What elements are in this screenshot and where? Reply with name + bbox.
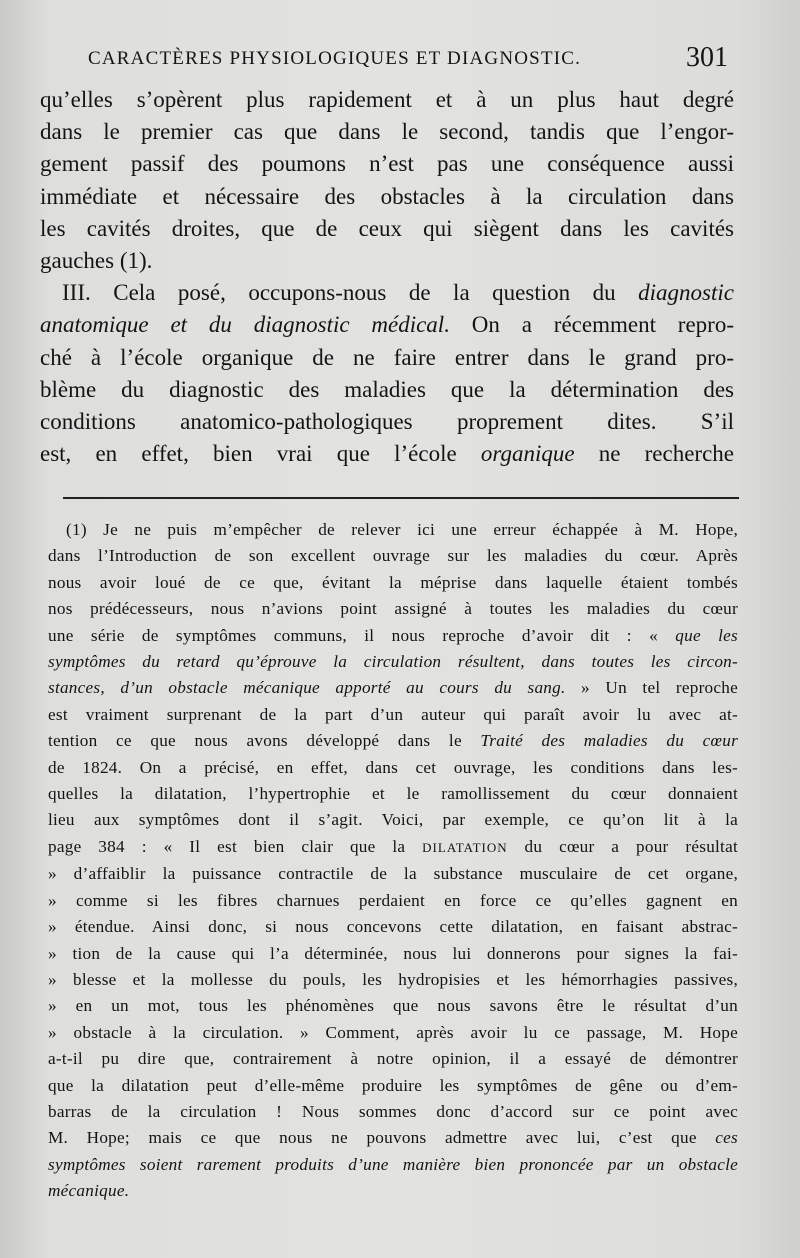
footnote-line: (1) Je ne puis m’empêcher de relever ici une erreur échappée à M. Hope,	[66, 520, 738, 539]
footnote-line	[48, 1152, 738, 1178]
italic-span: que les	[675, 625, 738, 645]
footnote-line	[48, 834, 738, 861]
footnote-line: quelles la dilatation, l’hypertrophie et le ramollissement du cœur donnaient	[48, 784, 738, 804]
text-line: dans le premier cas que dans le second, tandis que l’engor-	[40, 119, 734, 145]
text-span: III. Cela posé, occupons-nous de la question du	[62, 280, 639, 306]
text-line: conditions anatomico-pathologiques proprement dites. S’il	[40, 409, 734, 435]
footnote-line: dans l’Introduction de son excellent ouvrage sur les maladies du cœur. Après	[48, 546, 738, 566]
text-span: est, en effet, bien vrai que l’école	[40, 441, 481, 467]
footnote-line: » tion de la cause qui l’a déterminée, nous lui donnerons pour signes la fai-	[48, 943, 738, 963]
italic-span: diagnostic	[638, 280, 734, 306]
italic-span: symptômes du retard qu’éprouve la circulation résultent, dans toutes les circon-	[48, 652, 738, 672]
small-caps-span: DILATATION	[422, 839, 508, 855]
footnote-line: » en un mot, tous les phénomènes que nous savons être le résultat d’un	[48, 996, 738, 1016]
footnote-line: est vraiment surprenant de la part d’un auteur qui paraît avoir lu avec at-	[48, 704, 738, 724]
footnote-line: » d’affaiblir la puissance contractile de la substance musculaire de cet organe,	[48, 864, 738, 884]
text-span: tention ce que nous avons développé dans le	[48, 731, 481, 751]
text-line: immédiate et nécessaire des obstacles à la circulation dans	[40, 183, 734, 209]
footnote-line: de 1824. On a précisé, en effet, dans cet ouvrage, les conditions dans les-	[48, 757, 738, 777]
footnote-separator	[63, 497, 739, 499]
footnote-line	[48, 649, 738, 675]
footnote-line: nous avoir loué de ce que, évitant la méprise dans laquelle étaient tombés	[48, 572, 738, 592]
footnote-line	[48, 1125, 738, 1151]
italic-span: anatomique et du diagnostic médical.	[40, 312, 450, 338]
text-line: gement passif des poumons n’est pas une conséquence aussi	[40, 151, 734, 177]
running-title: CARACTÈRES PHYSIOLOGIQUES ET DIAGNOSTIC.	[88, 48, 582, 69]
paragraph-2	[40, 277, 734, 470]
footnote-line	[48, 1178, 738, 1204]
footnote	[48, 517, 738, 1205]
main-text	[40, 84, 734, 470]
text-line	[40, 277, 734, 309]
text-line: les cavités droites, que de ceux qui siègent dans les cavités	[40, 215, 734, 241]
text-span: ne recherche	[574, 441, 734, 467]
text-span: On a récemment repro-	[449, 312, 734, 338]
italic-span: Traité des maladies du cœur	[480, 731, 739, 751]
italic-span: symptômes soient rarement produits d’une manière bien prononcée par un obstacle	[48, 1154, 738, 1174]
footnote-line: » obstacle à la circulation. » Comment, après avoir lu ce passage, M. Hope	[48, 1022, 738, 1042]
italic-span: mécanique.	[48, 1181, 130, 1201]
italic-span: organique	[480, 441, 575, 467]
footnote-line: » comme si les fibres charnues perdaient en force ce qu’elles gagnent en	[48, 890, 738, 910]
footnote-line: » blesse et la mollesse du pouls, les hydropisies et les hémorrhagies passives,	[48, 969, 738, 989]
text-line	[40, 309, 734, 341]
text-line	[40, 438, 734, 470]
footnote-line	[48, 728, 738, 754]
footnote-line	[48, 623, 738, 649]
footnote-line: » étendue. Ainsi donc, si nous concevons cette dilatation, en faisant abstrac-	[48, 917, 738, 937]
text-span: page 384 : « Il est bien clair que la	[48, 836, 423, 856]
text-span: une série de symptômes communs, il nous reproche d’avoir dit : «	[48, 625, 676, 645]
text-line: blème du diagnostic des maladies que la détermination des	[40, 376, 734, 402]
page-number: 301	[686, 42, 728, 73]
text-line: qu’elles s’opèrent plus rapidement et à un plus haut degré	[40, 87, 734, 112]
text-span: M. Hope; mais ce que nous ne pouvons admettre avec lui, c’est que	[48, 1128, 716, 1148]
footnote-line: a-t-il pu dire que, contrairement à notre opinion, il a essayé de démontrer	[48, 1049, 738, 1069]
paragraph-1	[40, 84, 734, 277]
text-line: ché à l’école organique de ne faire entrer dans le grand pro-	[40, 344, 734, 370]
footnote-line: barras de la circulation ! Nous sommes donc d’accord sur ce point avec	[48, 1101, 738, 1121]
footnote-line	[48, 675, 738, 701]
footnote-line: que la dilatation peut d’elle-même produire les symptômes de gêne ou d’em-	[48, 1075, 738, 1095]
text-span: du cœur a pour résultat	[507, 836, 738, 856]
footnote-line: nos prédécesseurs, nous n’avions point assigné à toutes les maladies du cœur	[48, 599, 738, 619]
text-span: » Un tel reproche	[565, 678, 738, 698]
footnote-line: lieu aux symptômes dont il s’agit. Voici, par exemple, ce qu’on lit à la	[48, 810, 738, 830]
italic-span: ces	[715, 1128, 738, 1148]
text-line: gauches (1).	[40, 248, 153, 274]
page-header	[88, 42, 728, 76]
italic-span: stances, d’un obstacle mécanique apporté au cours du sang.	[48, 678, 566, 698]
